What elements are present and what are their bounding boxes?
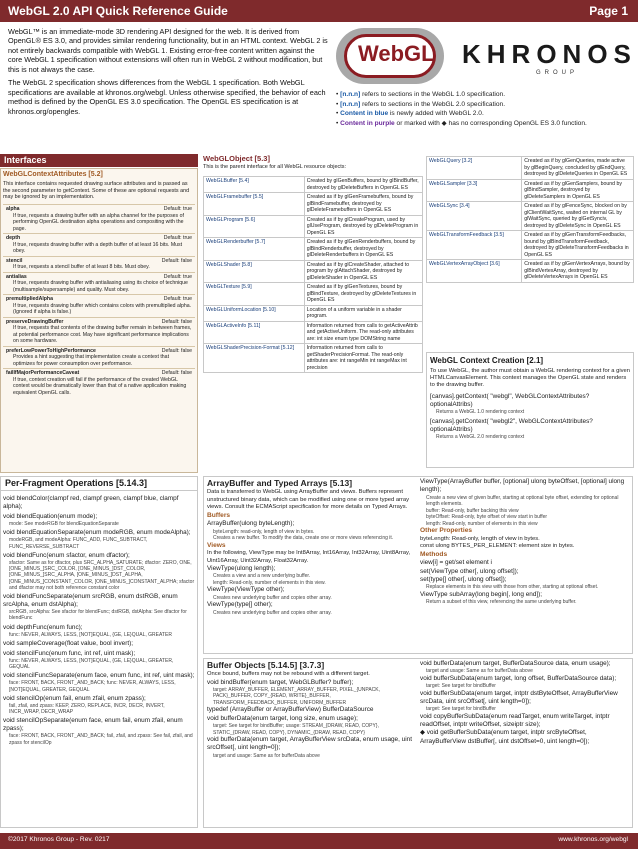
method-subarray: ViewType subArray(long begin[, long end]);: [420, 590, 543, 598]
function-args: func: NEVER, ALWAYS, LESS, [NOT]EQUAL, {GE, LE}QUAL, GREATER, GEQUAL: [9, 657, 174, 670]
intro-paragraph-1: WebGL™ is an immediate-mode 3D rendering API designed for the web. It is derived from OpenGL® ES 3.0, and provides similar rendering functionality, but in an HTML context. WebGL 2 is not entirely backwards compatible with WebGL 1. Existing error-free content written against the core WebGL 1 specification without extensions will often run in WebGL 2 without modification, but this is not always the case.: [8, 27, 328, 74]
webglobject-desc: This is the parent interface for all WebGL resource objects:: [203, 163, 347, 170]
copybuffersubdata-fn: void copyBufferSubData(enum readTarget, enum writeTarget, intptr readOffset, intptr writeOffset, sizeiptr size);: [420, 712, 610, 729]
arraybuffer-right: [420, 478, 630, 606]
perfragment-list: [3, 495, 195, 746]
object-row: [204, 260, 423, 283]
arraybuffer-desc: Data is transferred to WebGL using ArrayBuffer and views. Buffers represent unstructured binary data, which can be modified using one or more typed array views. Consult the ECMAScript specification for more details on Typed Arrays.: [207, 489, 410, 511]
other-properties-heading: Other Properties: [420, 527, 473, 535]
attribute-default: Default: false: [161, 347, 192, 354]
object-row: [427, 231, 634, 260]
object-desc: Location of a uniform variable in a shader program.: [304, 305, 422, 321]
view-ctor-buffer-desc: Create a new view of given buffer, starting at optional byte offset, extending for optional length elements.: [426, 494, 619, 508]
attribute-name: depth: [6, 235, 21, 241]
getcontext-webgl-return: Returns a WebGL 1.0 rendering context: [436, 408, 525, 415]
view-length-arg: length: Read-only, number of elements in this view: [426, 520, 538, 527]
object-row: [204, 283, 423, 306]
methods-heading: Methods: [420, 550, 448, 558]
context-attributes-title: WebGLContextAttributes [5.2]: [3, 171, 103, 178]
attribute-name: antialias: [6, 273, 27, 280]
bufferdata-source-args: target and usage: Same as for bufferData above: [426, 668, 533, 675]
object-name: WebGLActiveInfo [5.11]: [204, 321, 305, 344]
attribute-row: [3, 317, 195, 346]
view-ctor-length-arg: length: Read-only, number of elements in this view.: [213, 579, 326, 586]
bufferdata-view-args: target and usage: Same as for bufferData above: [213, 752, 320, 759]
webglobject-title: WebGLObject [5.3]: [203, 154, 270, 163]
webglobject-table: [203, 176, 423, 373]
attribute-row: [3, 256, 195, 272]
object-name: WebGLRenderbuffer [5.7]: [204, 238, 305, 261]
object-row: [427, 260, 634, 283]
attribute-name: premultipliedAlpha: [6, 296, 53, 302]
webglobject-table-2: [426, 156, 634, 283]
object-name: WebGLTexture [5.9]: [204, 283, 305, 306]
attribute-desc: If true, requests a stencil buffer of at least 8 bits. Must obey.: [13, 264, 150, 270]
attribute-row: [3, 233, 195, 256]
perfragment-title: Per-Fragment Operations [5.14.3]: [0, 476, 198, 491]
legend-item: • Content in blue is newly added with WebGL 2.0.: [336, 110, 484, 118]
bufferdata-view-fn: void bufferData(enum target, ArrayBufferView srcData, enum usage, uint srcOffset[, uint length=0]);: [207, 736, 412, 752]
attribute-desc: If true, requests drawing buffer with antialiasing using its choice of technique (multisample/supersample) and quality. Must obey.: [13, 280, 188, 293]
buffersubdata-args: target: See target for bindBuffer: [426, 683, 496, 690]
header-bar: [0, 0, 638, 22]
interfaces-desc: This interface contains requested drawing surface attributes and is passed as the second parameter to getContext. Some of these are optional requests and may be ignored by an implementation.: [3, 180, 190, 201]
object-desc: Created as if by glGenVertexArrays, bound by glBindVertexArray, destroyed by glDeleteVertexArrays in OpenGL ES: [522, 260, 634, 283]
context-creation-desc: To use WebGL, the author must obtain a WebGL rendering context for a given HTMLCanvasElement. This context manages the OpenGL state and renders to the drawing buffer.: [430, 368, 631, 389]
bufferdata-size-args: target: See target for bindBuffer; usage: STREAM_{DRAW, READ, COPY}, STATIC_{DRAW, READ, COPY}, DYNAMIC_{DRAW, READ, COPY}: [213, 723, 379, 736]
object-desc: Information returned from calls to getActiveAttrib and getActiveUniform. The read-only attributes are: int size enum type DOMString name: [304, 321, 422, 344]
prop-bytelength: byteLength: Read-only, length of view in bytes.: [420, 535, 540, 542]
function-signature: void blendEquationSeparate(enum modeRGB, enum modeAlpha);: [3, 529, 191, 537]
getcontext-webgl2: [canvas].getContext( "webgl2", WebGLContextAttributes? optionalAttribs): [430, 417, 593, 433]
footer-copyright: ©2017 Khronos Group - Rev. 0217: [8, 836, 110, 843]
function-args: face: FRONT, BACK, FRONT_AND_BACK; func: NEVER, ALWAYS, LESS, [NOT]EQUAL, GREATER, GEQUAL: [9, 680, 176, 693]
context-creation-box: [426, 352, 634, 468]
object-name: WebGLProgram [5.6]: [204, 215, 305, 238]
object-row: [204, 177, 423, 193]
object-name: WebGLTransformFeedback [3.5]: [427, 231, 522, 260]
object-name: WebGLUniformLocation [5.10]: [204, 305, 305, 321]
footer-url: www.khronos.org/webgl: [558, 836, 628, 843]
attribute-default: Default: true: [163, 273, 192, 280]
object-name: WebGLFramebuffer [5.5]: [204, 193, 305, 216]
object-desc: Created as if by glGenTextures, bound by glBindTexture, destroyed by glDeleteTextures in OpenGL ES: [304, 283, 422, 306]
function-args: srcRGB, srcAlpha: See sfactor for blendFunc; dstRGB, dstAlpha: See dfactor for blendFunc: [9, 609, 187, 622]
attribute-name: preserveDrawingBuffer: [6, 318, 64, 325]
view-ctor-other-desc: Creates new underlying buffer and copies other array.: [213, 594, 332, 601]
object-name: WebGLShader [5.8]: [204, 260, 305, 283]
buffer-objects-title: Buffer Objects [5.14.5] [3.7.3]: [207, 660, 325, 670]
webgl-logo: [336, 28, 444, 84]
buffersubdata-view-fn: void bufferSubData(enum target, intptr dstByteOffset, ArrayBufferView srcData, uint srcOffset[, uint length=0]);: [420, 689, 618, 705]
view-ctor-length: ViewType(ulong length);: [207, 565, 276, 573]
object-name: WebGLQuery [3.2]: [427, 157, 522, 180]
context-creation-title: WebGL Context Creation [2.1]: [430, 356, 544, 365]
view-byteoffset-arg: byteOffset: Read-only, byte offset of view start in buffer: [426, 514, 548, 521]
arraybuffer-ctor-arg: byteLength: read-only, length of view in bytes.: [213, 528, 315, 535]
legend-list: [336, 90, 632, 128]
function-signature: void blendFunc(enum sfactor, enum dfactor);: [3, 551, 130, 559]
object-desc: Created by glGenBuffers, bound by glBindBuffer, destroyed by glDeleteBuffers in OpenGL ES: [304, 177, 422, 193]
attribute-default: Default: true: [163, 206, 192, 212]
logos: [336, 28, 637, 88]
method-subarray-desc: Return a subset of this view, referencing the same underlying buffer.: [426, 599, 577, 606]
getcontext-webgl2-return: Returns a WebGL 2.0 rendering context: [436, 433, 525, 440]
method-set-desc: Replace elements in this view with those from other, starting at optional offset.: [426, 584, 599, 591]
khronos-logo-text: KHRONOS: [462, 39, 637, 69]
function-args: mode: See modeRGB for blendEquationSeparate: [9, 521, 119, 527]
attribute-default: Default: false: [161, 257, 192, 264]
attribute-desc: If true, requests that contents of the drawing buffer remain in between frames, at potential performance cost. May have significant performance implications on some hardware.: [13, 325, 192, 344]
attribute-name: alpha: [6, 206, 20, 212]
arraybuffer-ctor-desc: Creates a new buffer. To modify the data, create one or more views referencing it.: [213, 535, 394, 542]
attribute-default: Default: true: [163, 235, 192, 241]
function-signature: void stencilOp(enum fail, enum zfail, enum zpass);: [3, 694, 146, 702]
page-title: WebGL 2.0 API Quick Reference Guide: [8, 4, 228, 18]
function-args: fail, zfail, and zpass: KEEP, ZERO, REPLACE, INCR, DECR, INVERT, INCR_WRAP, DECR_WRAP: [9, 702, 165, 715]
getcontext-webgl: [canvas].getContext( "webgl", WebGLContextAttributes? optionalAttribs): [430, 392, 590, 408]
object-desc: Created as if by glGenSamplers, bound by glBindSampler, destroyed by glDeleteSamplers in OpenGL ES: [522, 179, 634, 202]
prop-bytes-per-element: const ulong BYTES_PER_ELEMENT: element size in bytes.: [420, 543, 575, 550]
function-args: sfactor: Same as for dfactor, plus SRC_ALPHA_SATURATE; dfactor: ZERO, ONE, [ONE_MINUS_]SRC_COLOR, [ONE_MINUS_]DST_COLOR, [ONE_MINUS_]SRC_ALPHA, [ONE_MINUS_]DST_ALPHA, [ONE_MINUS_]CONSTANT_COLOR, [ONE_MINUS_]CONSTANT_ALPHA; sfactor and dfactor may not both reference constant color: [9, 559, 195, 591]
attribute-desc: Provides a hint suggesting that implementation create a context that optimizes for power consumption over performance.: [13, 354, 170, 367]
attribute-name: failIfMajorPerformanceCaveat: [6, 370, 80, 376]
intro-text: [8, 27, 330, 120]
method-index: view[i] = get/set element i: [420, 559, 492, 567]
bindbuffer-target: target: ARRAY_BUFFER, ELEMENT_ARRAY_BUFFER, PIXEL_{UNPACK, PACK}_BUFFER, COPY_{READ, WRITE}_BUFFER, TRANSFORM_FEEDBACK_BUFFER, UNIFORM_BUFFER: [213, 686, 380, 706]
object-desc: Created as if by glGenTransformFeedbacks, bound by glBindTransformFeedback, destroyed by glDeleteTransformFeedbacks in OpenGL ES: [522, 231, 634, 260]
object-name: WebGLVertexArrayObject [3.6]: [427, 260, 522, 283]
attribute-name: stencil: [6, 257, 23, 264]
buffer-objects-right: [420, 660, 630, 746]
views-heading: Views: [207, 541, 226, 549]
buffersubdata-fn: void bufferSubData(enum target, long offset, BufferDataSource data);: [420, 674, 617, 682]
arraybuffer-title: ArrayBuffer and Typed Arrays [5.13]: [207, 478, 353, 488]
object-row: [204, 238, 423, 261]
object-name: WebGLSampler [3.3]: [427, 179, 522, 202]
buffer-objects-left: [207, 660, 415, 759]
object-row: [427, 157, 634, 180]
view-ctor-array-desc: Creates new underlying buffer and copies other array.: [213, 609, 332, 616]
object-row: [427, 202, 634, 231]
method-set-view: set(ViewType other[, ulong offset]);: [420, 567, 519, 575]
object-row: [204, 193, 423, 216]
attribute-desc: If true, requests a drawing buffer with an alpha channel for the purposes of performing OpenGL destination alpha operations and compositing with the page.: [13, 212, 184, 232]
page-number: Page 1: [589, 4, 628, 18]
bindbuffer-fn: void bindBuffer(enum target, WebGLBuffer? buffer);: [207, 678, 354, 686]
function-signature: void stencilFuncSeparate(enum face, enum func, int ref, uint mask);: [3, 672, 195, 680]
object-desc: Created as if by glFenceSync, blocked on by glClientWaitSync, waited on internal GL by glWaitSync, queried by glGetSynciv, destroyed by glDeleteSync in OpenGL ES: [522, 202, 634, 231]
object-name: WebGLShaderPrecision-Format [5.12]: [204, 344, 305, 373]
object-desc: Created as if by glCreateShader, attached to program by glAttachShader, destroyed by glDeleteShader in OpenGL ES: [304, 260, 422, 283]
buffer-objects-desc: Once bound, buffers may not be rebound with a different target.: [207, 671, 370, 678]
attributes-list: [3, 204, 195, 397]
object-desc: Created as if by glGenFramebuffers, bound by glBindFramebuffer, destroyed by glDeleteFramebuffers in OpenGL ES: [304, 193, 422, 216]
attribute-row: [3, 294, 195, 317]
function-args: modeRGB, and modeAlpha: FUNC_ADD, FUNC_SUBTRACT, FUNC_REVERSE_SUBTRACT: [9, 537, 148, 550]
object-desc: Information returned from calls to getShaderPrecisionFormat. The read-only attributes are: int rangeMin int rangeMax int precision: [304, 344, 422, 373]
object-row: [204, 321, 423, 344]
attribute-row: [3, 346, 195, 369]
function-signature: void blendFuncSeparate(enum srcRGB, enum dstRGB, enum srcAlpha, enum dstAlpha);: [3, 593, 178, 608]
khronos-group-text: GROUP: [536, 70, 579, 76]
attribute-desc: If true, context creation will fail if the performance of the created WebGL context would be dramatically lower than that of a native application making equivalent OpenGL calls.: [13, 376, 187, 396]
arraybuffer-ctor: ArrayBuffer(ulong byteLength);: [207, 520, 295, 528]
function-signature: void stencilFunc(enum func, int ref, uint mask);: [3, 649, 136, 657]
interfaces-box: [0, 168, 198, 473]
bufferdatasource-typedef: typedef (ArrayBuffer or ArrayBufferView) BufferDataSource: [207, 706, 374, 714]
footer-bar: [0, 833, 638, 849]
view-ctor-buffer: ViewType(ArrayBuffer buffer, [optional] ulong byteOffset, [optional] ulong length);: [420, 478, 625, 494]
legend-item: • [n.n.n] refers to sections in the WebGL 2.0 specification.: [336, 100, 506, 108]
function-signature: void stencilOpSeparate(enum face, enum fail, enum zfail, enum zpass);: [3, 717, 183, 733]
interfaces-header: Interfaces: [0, 154, 198, 167]
function-args: func: NEVER, ALWAYS, LESS, [NOT]EQUAL, {GE, LE}QUAL, GREATER: [9, 631, 172, 638]
function-signature: void sampleCoverage(float value, bool invert);: [3, 639, 134, 647]
object-desc: Created as if by glCreateProgram, used by glUseProgram, destroyed by glDeleteProgram in OpenGL ES: [304, 215, 422, 238]
attribute-default: Default: false: [161, 370, 192, 376]
attribute-desc: If true, requests drawing buffer with a depth buffer of at least 16 bits. Must obey.: [13, 241, 183, 254]
intro-paragraph-2: The WebGL 2 specification shows differences from the WebGL 1 specification. Both WebGL specifications are available at khronos.org/webgl. Unless otherwise specified, the behavior of each method is defined by the OpenGL ES 3.0 specification. The OpenGL ES specification is at khronos.org/opengles.: [8, 78, 326, 116]
function-args: face: FRONT, BACK, FRONT_AND_BACK; fail, zfail, and zpass: See fail, zfail, and zpass for stencilOp: [9, 733, 193, 746]
function-signature: void blendColor(clampf red, clampf green, clampf blue, clampf alpha);: [3, 495, 179, 510]
attribute-default: Default: false: [161, 318, 192, 325]
attribute-row: [3, 204, 195, 233]
views-desc: In the following, ViewType may be Int8Array, Int16Array, Int32Array, Uint8Array, Uint16Array, Uint32Array, Float32Array.: [207, 550, 411, 564]
method-set-array: set(type[] other[, ulong offset]);: [420, 576, 507, 583]
object-row: [204, 344, 423, 373]
object-row: [204, 215, 423, 238]
perfragment-box: [0, 490, 198, 828]
bufferdata-source-fn: void bufferData(enum target, BufferDataSource data, enum usage);: [420, 660, 611, 667]
view-ctor-array: ViewType(type[] other);: [207, 601, 273, 609]
function-signature: void blendEquation(enum mode);: [3, 513, 98, 520]
view-buffer-arg: buffer: Read-only, buffer backing this view: [426, 507, 519, 514]
arraybuffer-left: [207, 478, 415, 616]
legend-item: • Content in purple or marked with ◆ has no corresponding OpenGL ES 3.0 function.: [336, 119, 587, 127]
attribute-row: [3, 272, 195, 295]
bufferdata-size-fn: void bufferData(enum target, long size, enum usage);: [207, 714, 358, 722]
object-desc: Created as if by glGenQueries, made active by glBeginQuery, concluded by glEndQuery, destroyed by glDeleteQueries in OpenGL ES: [522, 157, 634, 180]
object-name: WebGLBuffer [5.4]: [204, 177, 305, 193]
buffersubdata-view-args: target: See target for bindBuffer: [426, 706, 496, 713]
attribute-desc: If true, requests drawing buffer which contains colors with premultiplied alpha. (Ignored if alpha is false.): [13, 302, 192, 315]
object-row: [427, 179, 634, 202]
object-name: WebGLSync [3.4]: [427, 202, 522, 231]
getbuffersubdata-fn: ◆ void getBufferSubData(enum target, intptr srcByteOffset, ArrayBufferView dstBuffer[, uint dstOffset=0, uint length=0]);: [420, 729, 590, 745]
attribute-default: Default: true: [163, 296, 192, 302]
buffers-heading: Buffers: [207, 511, 231, 519]
webgl-logo-text: WebGL: [358, 41, 435, 66]
function-signature: void depthFunc(enum func);: [3, 623, 83, 631]
object-row: [204, 305, 423, 321]
legend-item: • [n.n.n] refers to sections in the WebGL 1.0 specification.: [336, 91, 506, 98]
view-ctor-other: ViewType(ViewType other);: [207, 586, 285, 594]
webglobject-section: [203, 154, 423, 171]
attribute-name: preferLowPowerToHighPerformance: [6, 347, 96, 354]
object-desc: Created as if by glGenRenderbuffers, bound by glBindRenderbuffer, destroyed by glDeleteRenderbuffers in OpenGL ES: [304, 238, 422, 261]
view-ctor-length-desc: Creates a view and a new underlying buffer.: [213, 573, 311, 580]
attribute-row: [3, 368, 195, 397]
